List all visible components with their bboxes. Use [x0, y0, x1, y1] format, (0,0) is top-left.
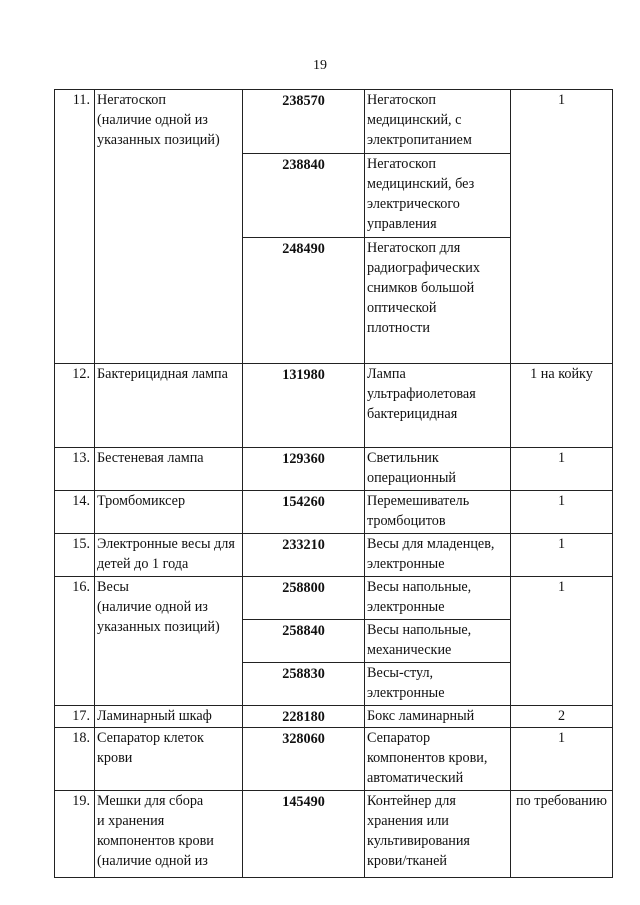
equipment-description: Весы для младенцев, электронные: [365, 534, 511, 577]
equipment-name: Сепаратор клеток крови: [95, 728, 243, 791]
equipment-description: Сепаратор компонентов крови, автоматический: [365, 728, 511, 791]
equipment-code: 248490: [243, 238, 365, 364]
equipment-code: 328060: [243, 728, 365, 791]
row-number: 15.: [55, 534, 95, 577]
row-number: 13.: [55, 448, 95, 491]
equipment-code: 233210: [243, 534, 365, 577]
equipment-name: Весы (наличие одной из указанных позиций): [95, 577, 243, 706]
equipment-description: Весы-стул, электронные: [365, 663, 511, 706]
row-number: 17.: [55, 706, 95, 728]
equipment-table: [54, 89, 613, 878]
row-number: 12.: [55, 364, 95, 448]
equipment-name: Ламинарный шкаф: [95, 706, 243, 728]
equipment-description: Светильник операционный: [365, 448, 511, 491]
equipment-name: Негатоскоп (наличие одной из указанных позиций): [95, 90, 243, 364]
equipment-code: 131980: [243, 364, 365, 448]
equipment-quantity: 1: [511, 728, 613, 791]
equipment-quantity: 1: [511, 534, 613, 577]
row-number: 16.: [55, 577, 95, 706]
equipment-description: Негатоскоп для радиографических снимков большой оптической плотности: [365, 238, 511, 364]
equipment-code: 228180: [243, 706, 365, 728]
row-number: 18.: [55, 728, 95, 791]
equipment-name: Мешки для сбора и хранения компонентов крови (наличие одной из: [95, 791, 243, 878]
equipment-code: 145490: [243, 791, 365, 878]
equipment-code: 154260: [243, 491, 365, 534]
equipment-code: 129360: [243, 448, 365, 491]
table-row: [55, 491, 613, 534]
table-row: [55, 448, 613, 491]
page-number: 19: [313, 58, 327, 73]
table-row: [55, 706, 613, 728]
equipment-description: Негатоскоп медицинский, с электропитанием: [365, 90, 511, 154]
table-row: [55, 90, 613, 154]
table-row: [55, 364, 613, 448]
equipment-code: 258800: [243, 577, 365, 620]
equipment-description: Весы напольные, механические: [365, 620, 511, 663]
equipment-code: 258840: [243, 620, 365, 663]
equipment-quantity: 1: [511, 90, 613, 364]
table-row: [55, 534, 613, 577]
equipment-quantity: 1: [511, 577, 613, 706]
row-number: 14.: [55, 491, 95, 534]
equipment-quantity: по требованию: [511, 791, 613, 878]
equipment-code: 238840: [243, 154, 365, 238]
equipment-table-body: [55, 90, 613, 878]
equipment-name: Бактерицидная лампа: [95, 364, 243, 448]
equipment-description: Лампа ультрафиолетовая бактерицидная: [365, 364, 511, 448]
equipment-name: Бестеневая лампа: [95, 448, 243, 491]
equipment-quantity: 2: [511, 706, 613, 728]
table-row: [55, 791, 613, 878]
equipment-description: Контейнер для хранения или культивирования крови/тканей: [365, 791, 511, 878]
equipment-description: Перемешиватель тромбоцитов: [365, 491, 511, 534]
equipment-description: Бокс ламинарный: [365, 706, 511, 728]
equipment-description: Весы напольные, электронные: [365, 577, 511, 620]
equipment-description: Негатоскоп медицинский, без электрического управления: [365, 154, 511, 238]
row-number: 19.: [55, 791, 95, 878]
equipment-code: 238570: [243, 90, 365, 154]
table-row: [55, 577, 613, 620]
equipment-code: 258830: [243, 663, 365, 706]
equipment-quantity: 1 на койку: [511, 364, 613, 448]
equipment-quantity: 1: [511, 448, 613, 491]
row-number: 11.: [55, 90, 95, 364]
equipment-name: Электронные весы для детей до 1 года: [95, 534, 243, 577]
equipment-name: Тромбомиксер: [95, 491, 243, 534]
equipment-quantity: 1: [511, 491, 613, 534]
table-row: [55, 728, 613, 791]
